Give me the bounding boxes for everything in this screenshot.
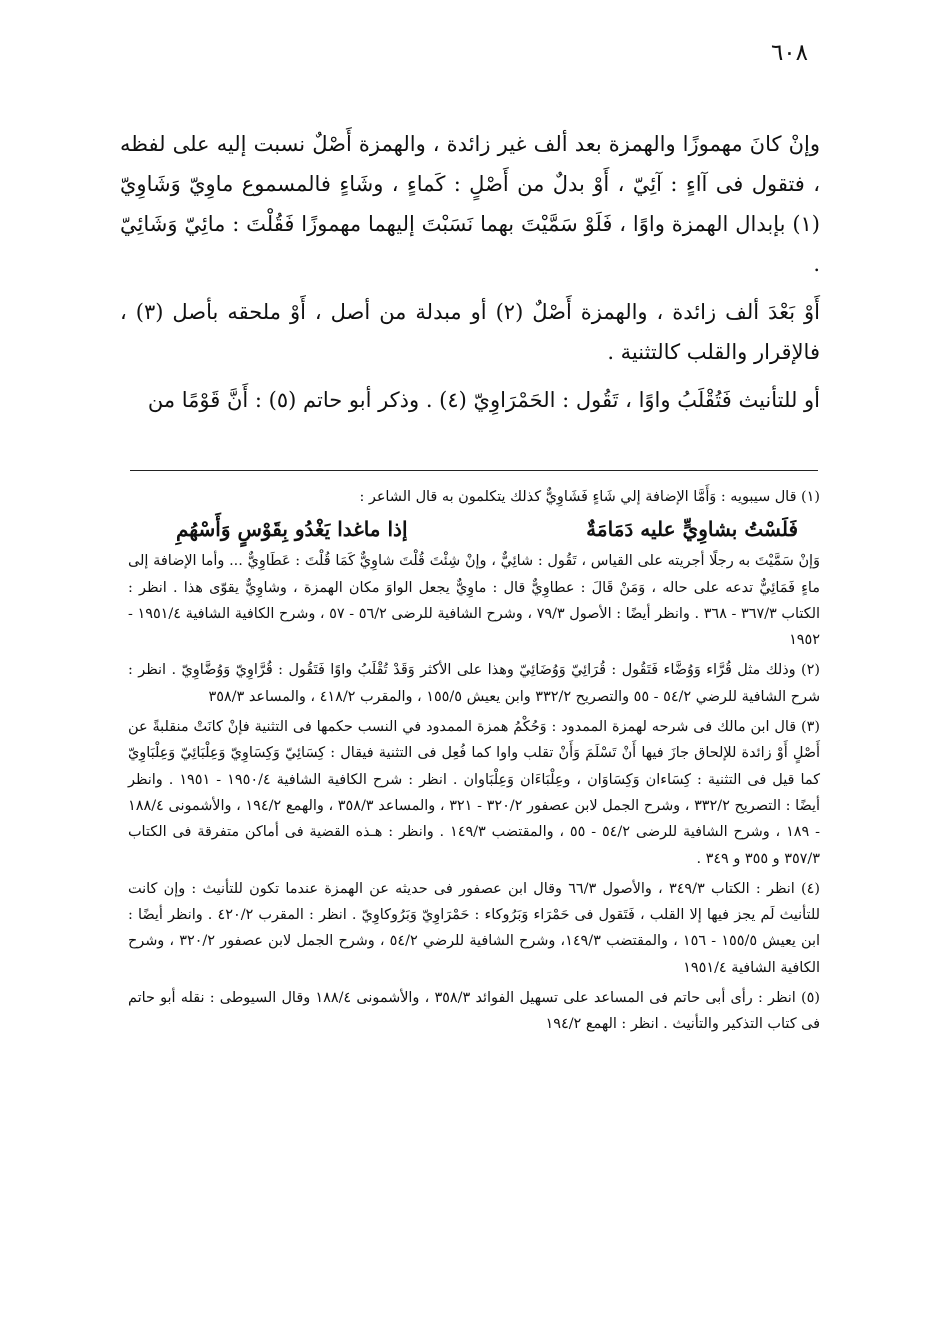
footnote-text: وَإنْ سَمَّيْتَ به رجلًا أجريته على القياس ، تَقُول : شائِيٌّ ، وإنْ شِئْتَ قُلْتَ شاوِيٌّ كَمَا قُلْتَ : عَطَاوِيٌّ ... وأما الإضافة إلى ماءٍ فَمَائِيٌّ تدعه على حاله ، وَمَنْ قَالَ : عطاوِيٌّ قال : ماوِيٌّ يجعل الواوَ مكان الهمزة ، وشاوِيٌّ يقوّى هذا . انظر : الكتاب ٣٦٧/٣ - ٣٦٨ . وانظر أيضًا : الأصول ٧٩/٣ ، وشرح الشافية للرضى ٥٦/٢ - ٥٧ ، وشرح الكافية الشافية ١٩٥١/٤ - ١٩٥٢ (128, 553, 821, 649)
footnote-1 (128, 484, 820, 653)
main-text (120, 124, 820, 428)
footnote-3: (٣) قال ابن مالك فى شرحه لهمزة الممدود : وَحُكْمُ همزة الممدود في النسب حكمها فى التثنية فإنْ كانَتْ منقلبةً عن أَصْلٍ أَوْ زائدة للإلحاق جازَ فيها أَنْ تَسْلَمَ وَأَنْ تقلب واوا كما فُعِل فى التثنية فيقال : كِسَائِيّ وَكِسَاوِيّ وَعِلْبَائِيّ وَعِلْبَاوِيّ كما قيل فى التثنية : كِسَاءان وَكِسَاوَان ، وعِلْبَاءَان وَعِلْبَاوان . انظر : شرح الكافية الشافية ١٩٥٠/٤ - ١٩٥١ . وانظر أيضًا : التصريح ٣٣٢/٢ ، وشرح الجمل لابن عصفور ٣٢٠/٢ - ٣٢١ ، والمساعد ٣٥٨/٣ ، والهمع ١٩٤/٢ ، والأشمونى ١٨٨/٤ - ١٨٩ ، وشرح الشافية للرضى ٥٤/٢ - ٥٥ ، والمقتضب ١٤٩/٣ . وانظر : هـذه القضية فى أماكن متفرقة فى الكتاب ٣٥٧/٣ و ٣٥٥ و ٣٤٩ . (128, 719, 821, 867)
verse-first-hemistich: فَلَسْتُ بشاوِيٍّ عليه دَمَامَةٌ (586, 517, 798, 542)
footnote-intro: (١) قال سيبويه : وَأَمَّا الإضافة إلي شَاءٍ فَشَاوِيٌّ كذلك يتكلمون به قال الشاعر : (359, 489, 820, 505)
paragraph: أَوْ بَعْدَ ألف زائدة ، والهمزة أَصْلٌ (٢) أو مبدلة من أصل ، أَوْ ملحقه بأصل (٣) ، فالإقرار والقلب كالتثنية . (120, 300, 820, 364)
paragraph: أو للتأنيث فَتُقْلَبُ واوًا ، تَقُول : الحَمْرَاوِيّ (٤) . وذكر أبو حاتم (٥) : أَنَّ قَوْمًا من (147, 388, 820, 412)
footnotes (128, 484, 820, 1042)
footnote-2: (٢) وذلك مثل قُرَّاء وَوُضَّاء فَتَقُول : قُرَائِيّ وَوُضَائِيّ وهذا على الأكثر وَقَدْ تُقْلَبُ واوًا فَتَقُول : قُرَّاوِيّ وَوُضَّاوِيّ . انظر : شرح الشافية للرضي ٥٤/٢ - ٥٥ والتصريح ٣٣٢/٢ وابن يعيش ١٥٥/٥ ، والمقرب ٤١٨/٢ ، والمساعد ٣٥٨/٣ (128, 662, 820, 705)
footnote-divider (130, 470, 818, 471)
footnote-5: (٥) انظر : رأى أبى حاتم فى المساعد على تسهيل الفوائد ٣٥٨/٣ ، والأشمونى ١٨٨/٤ وقال السيوطى : نقله أبو حاتم فى كتاب التذكير والتأنيث . انظر : الهمع ١٩٤/٢ (128, 990, 820, 1033)
verse-second-hemistich: إذا ماغدا يَغْدُو بِقَوْسٍ وَأَسْهُمِ (176, 517, 408, 542)
poetry-verse (128, 510, 820, 548)
footnote-4: (٤) انظر : الكتاب ٣٤٩/٣ ، والأصول ٦٦/٣ وقال ابن عصفور فى حديثه عن الهمزة عندما تكون للتأنيث : وإن كانت للتأنيث لَم يجز فيها إلا القلب ، فَتَقول فى حَمْرَاء وَبَرُوكاء : حَمْرَاوِيّ وَبَرُوكاوِيّ . انظر : المقرب ٤٢٠/٢ . وانظر أيضًا : ابن يعيش ١٥٥/٥ - ١٥٦ ، والمقتضب ١٤٩/٣، وشرح الشافية للرضي ٥٤/٢ ، وشرح الجمل لابن عصفور ٣٢٠/٢ ، وشرح الكافية الشافية ١٩٥١/٤ (128, 880, 821, 976)
page-number: ٦٠٨ (770, 40, 808, 66)
paragraph: وإنْ كانَ مهموزًا والهمزة بعد ألف غير زائدة ، والهمزة أَصْلٌ نسبت إليه على لفظه ، فتقول فى آاءٍ : آئِيّ ، أَوْ بدلٌ من أَصْلٍ : كَماءٍ ، وشَاءٍ فالمسموع ماوِيّ وَشَاوِيّ (١) بإبدال الهمزة واوًا ، فَلَوْ سَمَّيْتَ بهما نَسَبْتَ إليهما مهموزًا فَقُلْتَ : مائِيّ وَشَائِيّ . (120, 132, 820, 276)
